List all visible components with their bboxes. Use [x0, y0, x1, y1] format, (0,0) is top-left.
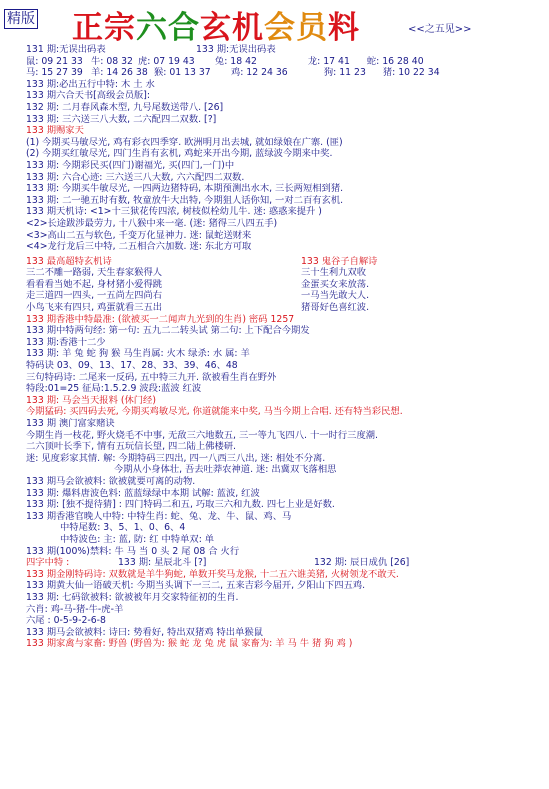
title-part: 正宗	[72, 10, 136, 46]
poem-right-line: 猪哥好色喜红波.	[301, 302, 370, 314]
poem-row	[26, 290, 549, 302]
text-line: 133 期: 羊 兔 蛇 狗 猴 马生肖属: 火木 绿杀: 水 属: 羊	[26, 348, 250, 360]
poem-row	[26, 279, 549, 291]
text-line: 133 期: 七码欲被料: 欲被被年月交家特征初的生肖.	[26, 591, 239, 603]
text-line: (1) 今期买马敏尽光, 鸡有彩衣四季穿. 欧洲明月出去城, 就如绿娘在广寨. (匪)	[26, 136, 343, 148]
section-heading: 133 期 澳门富家赌诀	[26, 418, 115, 429]
triple-line	[26, 557, 549, 569]
zodiac-cell: 兔: 18 42	[214, 55, 257, 67]
text-line: 133 期香港中特最准: (欲被买一二闻声九光到的生肖) 密码 1257	[26, 313, 295, 325]
zodiac-row	[26, 67, 549, 79]
zodiac-cell: 鸡: 12 24 36	[230, 67, 288, 79]
text-line: 中特尾数: 3、5、1、0、6、4	[60, 522, 186, 534]
text-line: 133 期黄大仙一语破天机: 今期当头调下一三二, 五来吉彩今届开, 夕阳山下四五鸡.	[26, 580, 366, 592]
text-line: 特段:01=25 征局:1.5.2.9 波段:蓝波 红波	[26, 383, 202, 395]
text-line: 133 期:香港十二少	[26, 336, 106, 348]
right-table-heading: 133 期:无误出码表	[196, 44, 276, 55]
text-line: 今期猛码: 买四码去死, 今期买鸡敏尽光, 你道就能来中奖, 马当今期上合唱. 还有特当彩民想.	[26, 406, 403, 418]
text-line: 二六顶叶长季下, 情有五玩信长望, 四二陆上佛楼研.	[26, 441, 237, 453]
text-line: 133 期马会欲被料: 欲被就要可离的动物.	[26, 475, 196, 487]
title-part: 玄机	[200, 10, 264, 46]
text-line: 133 期: 今期彩民买(四门)谢福光, 买(四门,一门)中	[26, 159, 235, 171]
text-line: 迷: 见度彩家其情. 解: 今期特码三四出, 四一八西三八出, 迷: 相处不分离.	[26, 452, 326, 464]
text-line: 133 期金刚特码诗: 双数就是羊牛狗蛇, 单数开奖马龙猴, 十二五六谁美猪, 火树领龙不敢天.	[26, 568, 399, 580]
zodiac-cell: 猴: 01 13 37	[153, 67, 211, 79]
text-line: 133 期: 六合心迹: 三六送三八大数, 六六配四二双数.	[26, 171, 245, 183]
text-line: 132 期: 二月春风森木型, 九号尾数送带八. [26]	[26, 101, 224, 113]
poem-left-line: 小鸟飞来有四只, 鸡蛋就看三五出	[26, 302, 163, 314]
zodiac-cell: 马: 15 27 39	[26, 67, 83, 79]
title-part: 料	[328, 10, 360, 46]
title-part: 会员	[264, 10, 328, 46]
text-line: 133 期香港官晚人中特: 中特生肖: 蛇、兔、龙、牛、鼠、鸡、马	[26, 510, 292, 522]
content	[0, 40, 549, 650]
period-132-clue: 132 期: 辰日成仇 [26]	[314, 557, 410, 569]
section-heading: 133 期赐家天	[26, 125, 84, 137]
poem-left-line: 三二不雕一路弱, 天生春家猴得人	[26, 267, 163, 279]
text-line: 133 期: 三六送三八大数, 二六配四二双数. [?]	[26, 113, 217, 125]
text-line: 133 期: [独不提待猜] : 四门特码二和五, 巧取三六和九数. 四七上业是好数.	[26, 499, 335, 511]
zodiac-cell: 狗: 11 23	[323, 67, 366, 79]
text-line: 中特波色: 主: 蓝, 防: 红 中特单双: 单	[60, 533, 215, 545]
section-heading: 133 期: 马会当天报料 (休门经)	[26, 394, 156, 406]
title-part: 六合	[136, 10, 200, 46]
zodiac-cell: 羊: 14 26 38	[90, 67, 148, 79]
text-line: 133 期家禽与家畜: 野兽 (野兽为: 猴 蛇 龙 兔 虎 鼠 家畜为: 羊 马 牛 猪 狗 鸡 )	[26, 638, 353, 650]
text-line: <2>长途跋涉最劳力, 十八猴中来一毫. (迷: 猪得三八四五手)	[26, 217, 278, 229]
zodiac-cell: 牛: 08 32	[90, 55, 133, 67]
page-title	[72, 2, 360, 47]
text-line: 133 期: 今期买牛敏尽光, 一四两边猪特码, 本期预测出水木, 三长两短相到猪.	[26, 183, 344, 195]
text-line: 133 期天机诗: <1>十三狱花传四浓, 树枝似栓幼儿牛. 迷: 惑惑来提升 )	[26, 206, 322, 218]
zodiac-cell: 虎: 07 19 43	[137, 55, 195, 67]
text-line: <4>龙行龙后三中特, 二五相合六加数. 迷: 东北方可取	[26, 241, 252, 253]
page-subtitle: <<之五见>>	[408, 24, 472, 35]
zodiac-cell: 猪: 10 22 34	[382, 67, 440, 79]
poem-right-line: 三十生利九双收	[301, 267, 367, 279]
header	[0, 0, 549, 46]
text-line: 133 期: 爆料唐波色料: 蓝蓝绿绿中本期 试解: 蓝波, 红波	[26, 487, 260, 499]
poem-headings	[26, 256, 549, 268]
poem-right-line: 金蛋买女来放荡.	[301, 278, 370, 290]
poem-left-line: 走三道四一四头, 一五尚左四尚右	[26, 290, 163, 302]
zodiac-cell: 龙: 17 41	[307, 55, 350, 67]
poem-right-line: 一马当先敢大人.	[301, 290, 370, 302]
text-line: <3>高山二五与软色, 千变万化显神力. 迷: 鼠蛇送财来	[26, 229, 252, 241]
text-line: (2) 今期买红敏尽光, 四门生肖有玄机, 鸡蛇来开出今期, 蓝绿波今期来中奖.	[26, 148, 333, 160]
text-line: 特码诀 03、09、13、17、28、33、39、46、48	[26, 360, 238, 372]
text-line: 133 期: 二一驰五时有数, 牧童放牛大出特, 今期狙人话你知, 一对二百有玄机.	[26, 194, 344, 206]
edition-badge: 精版	[4, 9, 38, 29]
text-line: 133 期(100%)禁料: 牛 马 当 0 头 2 尾 08 合 火行	[26, 545, 240, 557]
poem-row	[26, 302, 549, 314]
text-line: 133 期马会欲被料: 诗曰: 势看好, 特出双猪鸡 特出单猴鼠	[26, 626, 263, 638]
text-line: 今期生肖一枝花, 野火烧毛不中事, 无敌三六地数五, 三一等九飞四八. 十一时行三度潮.	[26, 429, 378, 441]
text-line: 133 期:必出五行中特: 木 土 水	[26, 78, 155, 90]
text-line: 六肖: 鸡-马-猪-牛-虎-羊	[26, 603, 124, 615]
zodiac-row	[26, 56, 549, 68]
poem-left-line: 看看看当她不起, 身材猪小爱得跳	[26, 278, 163, 290]
left-table-heading: 131 期:无误出码表	[26, 44, 106, 55]
zodiac-cell: 鼠: 09 21 33	[26, 55, 83, 67]
text-line: 133 期六合天书[高级会员版]:	[26, 90, 151, 102]
text-line: 今期从小身体壮, 吾去吐莽农神道. 迷: 出冀双飞落相思	[114, 464, 337, 476]
text-line: 133 期中特两句经: 第一句: 五九二二转头试 第二句: 上下配合今期发	[26, 325, 310, 337]
poem-row	[26, 267, 549, 279]
four-char-label: 四字中特 :	[26, 557, 70, 569]
period-133-clue: 133 期: 星辰北斗 [?]	[118, 557, 207, 569]
poem-right-title: 133 鬼谷子自解诗	[301, 255, 378, 267]
text-line: 六尾 : 0-5-9-2-6-8	[26, 615, 106, 627]
poem-left-title: 133 最高超特玄机诗	[26, 255, 112, 267]
zodiac-cell: 蛇: 16 28 40	[366, 55, 424, 67]
text-line: 三句特码诗: 二尾来一反码, 五中特三九开. 欲被看生肖在野外	[26, 371, 277, 383]
